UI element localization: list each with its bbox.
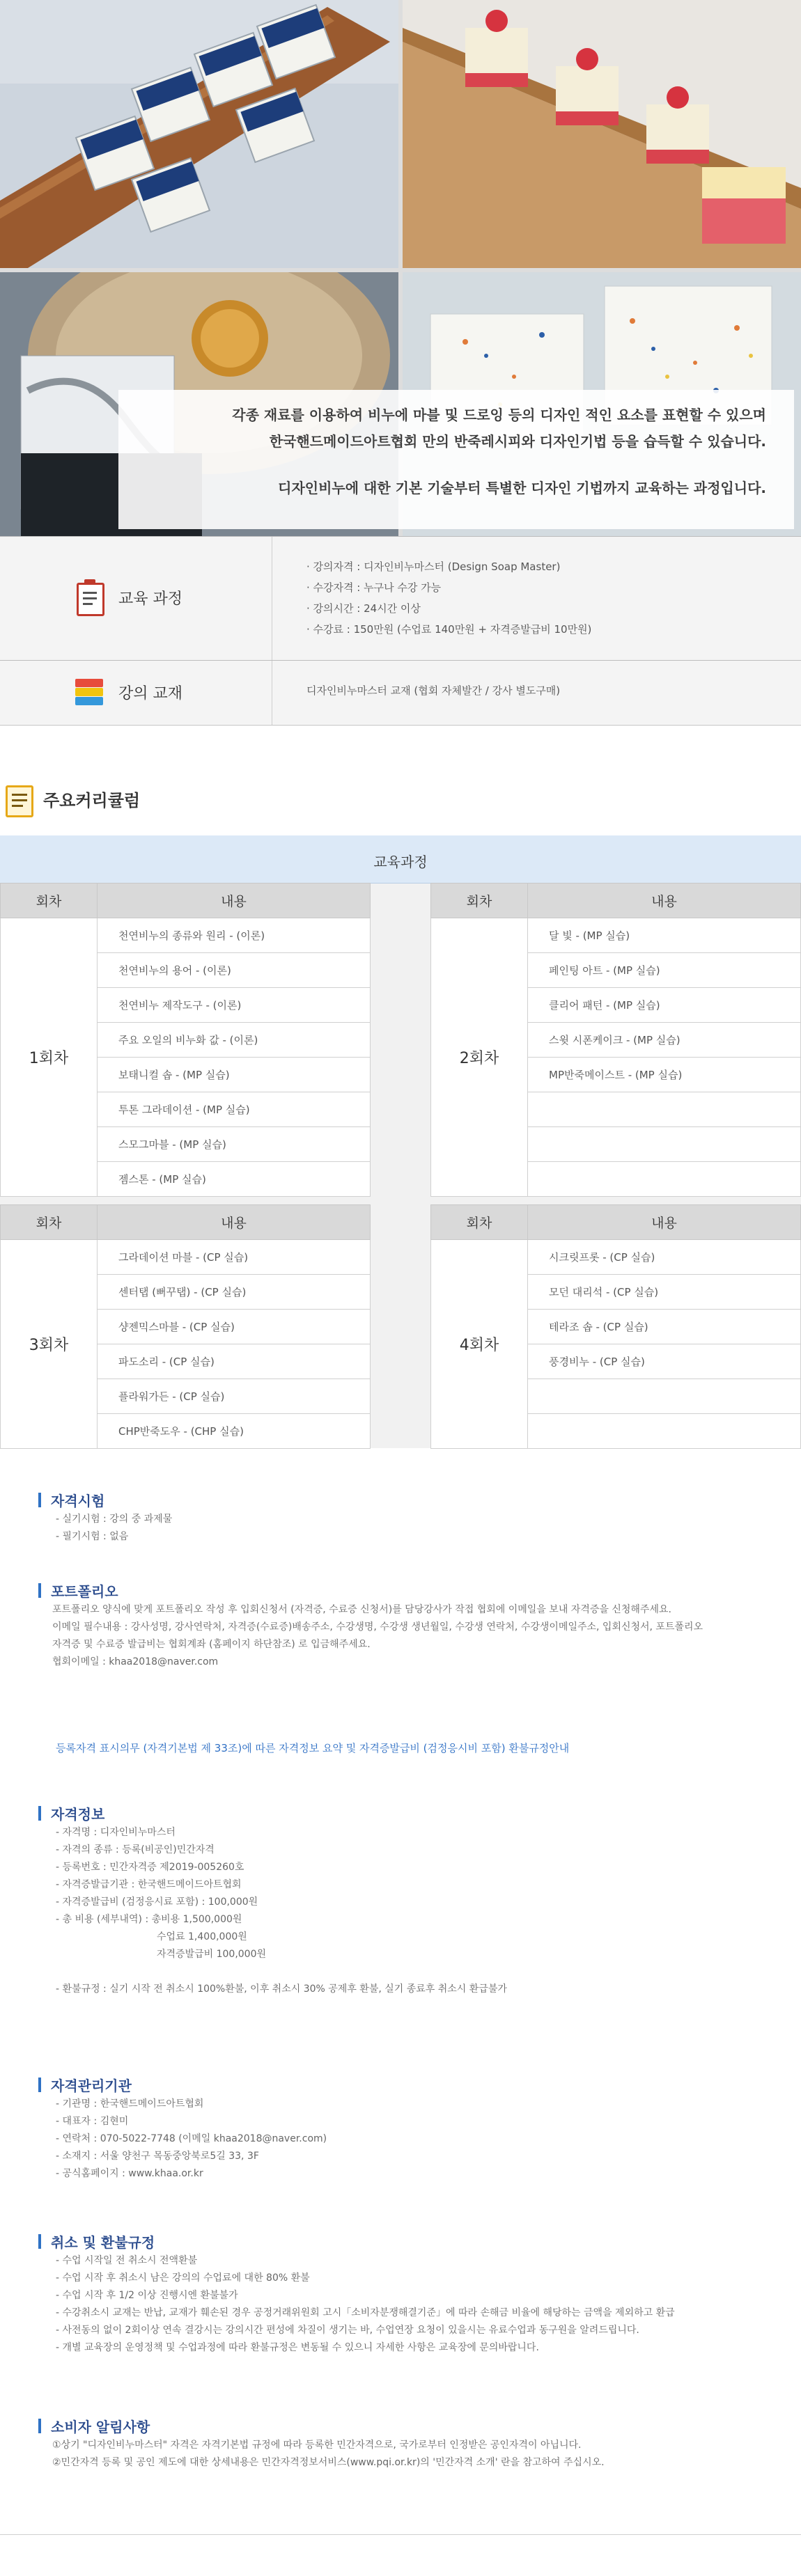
session-name: 3회차	[1, 1240, 98, 1449]
col-content: 내용	[98, 1205, 371, 1240]
photo-grid	[0, 0, 801, 536]
table-row: 1회차 천연비누의 종류와 원리 - (이론)	[1, 918, 371, 953]
exam-title: 자격시험	[51, 1493, 105, 1509]
table-row: 4회차 시크릿프롯 - (CP 실습)	[431, 1240, 801, 1275]
table-row: 보태니컬 솝 - (MP 실습)	[1, 1058, 371, 1092]
clipboard-icon	[77, 583, 104, 616]
session-name: 2회차	[431, 918, 528, 1197]
portfolio-section: 포트폴리오 포트폴리오 양식에 맞게 포트폴리오 작성 후 입회신청서 (자격증, 수료증 신청서)를 담당강사가 작접 협회에 이메일을 보내 자격증을 신청해주세요. 이메일 필수내용 : 강사성명, 강사연락처, 자격증(수료증)배송주소, 수강생명, 수강생 생년월일, 수강생 연락처, 수강생이메일주소, 입회신청서, 포트폴리오 자격증 및 수료증 발급비는 협회계좌 (홈페이지 하단참조) 로 입금해주세요. 협회이메일 : khaa2018@naver.com	[38, 1580, 777, 1671]
org-title: 자격관리기관	[51, 2078, 132, 2094]
table-row: 2회차 달 빛 - (MP 실습)	[431, 918, 801, 953]
table-row: 3회차 그라데이션 마블 - (CP 실습)	[1, 1240, 371, 1275]
table-row: 투톤 그라데이션 - (MP 실습)	[1, 1092, 371, 1127]
col-content: 내용	[528, 1205, 801, 1240]
refund-section: 취소 및 환불규정 - 수업 시작일 전 취소시 전액환불 - 수업 시작 후 취소시 남은 강의의 수업료에 대한 80% 환불 - 수업 시작 후 1/2 이상 진행시엔 환불불가 - 수강취소시 교재는 반납, 교재가 훼손된 경우 공정거래위원회 고시「소비자분쟁해결기준」에 따라 손해금 비율에 해당하는 금액을 제외하고 환급 - 사전동의 없이 2회이상 연속 결강시는 강의시간 편성에 차질이 생기는 바, 수업연장 요청이 있을시는 유료수업과 동구원을 알려드립니다. - 개별 교육장의 운영정책 및 수업과정에 따라 환불규정은 변동될 수 있으니 자세한 사항은 교육장에 문의바랍니다.	[38, 2231, 777, 2357]
session-name: 1회차	[1, 918, 98, 1197]
consumer-section: 소비자 알림사항 ①상기 "디자인비누마스터" 자격은 자격기본법 규정에 따라 등록한 민간자격으로, 국가로부터 인정받은 공인자격이 아닙니다. ②민간자격 등록 및 공인 제도에 대한 상세내용은 민간자격정보서비스(www.pqi.or.kr)의 '민간자격 소개' 란을 참고하여 주십시오.	[38, 2416, 777, 2472]
course-item: · 수강료 : 150만원 (수업료 140만원 + 자격증발급비 10만원)	[306, 623, 592, 636]
table-row: 스윗 시폰케이크 - (MP 실습)	[431, 1023, 801, 1058]
table-row: 클리어 패턴 - (MP 실습)	[431, 988, 801, 1023]
table-row: MP반죽메이스트 - (MP 실습)	[431, 1058, 801, 1092]
curriculum-icon	[6, 785, 33, 817]
course-item: · 강의자격 : 디자인비누마스터 (Design Soap Master)	[306, 560, 561, 573]
table-row: 젬스톤 - (MP 실습)	[1, 1162, 371, 1197]
book-icon	[75, 679, 103, 705]
portfolio-title: 포트폴리오	[51, 1583, 118, 1600]
session-table-4	[430, 1204, 801, 1449]
qualification-title: 자격정보	[51, 1806, 105, 1823]
table-row: 천연비누 제작도구 - (이론)	[1, 988, 371, 1023]
table-row: 테라조 솝 - (CP 실습)	[431, 1310, 801, 1344]
intro-line-3: 디자인비누에 대한 기본 기술부터 특별한 디자인 기법까지 교육하는 과정입니다.	[278, 480, 766, 496]
table-row: 파도소리 - (CP 실습)	[1, 1344, 371, 1379]
soap-photo-1	[0, 0, 398, 268]
curriculum-title: 주요커리큘럼	[43, 791, 141, 810]
qualification-info-link[interactable]: 등록자격 표시의무 (자격기본법 제 33조)에 따른 자격정보 요약 및 자격증발급비 (검정응시비 포함) 환불규정안내	[56, 1742, 570, 1754]
bottom-divider	[0, 2534, 801, 2535]
table-row: 스모그마블 - (MP 실습)	[1, 1127, 371, 1162]
consumer-title: 소비자 알림사항	[51, 2419, 150, 2435]
col-session: 회차	[1, 883, 98, 918]
exam-section: 자격시험 - 실기시험 : 강의 중 과제물 - 필기시험 : 없음	[38, 1490, 777, 1546]
col-session: 회차	[431, 883, 528, 918]
qualification-section: 자격정보 - 자격명 : 디자인비누마스터 - 자격의 종류 : 등록(비공인)민간자격 - 등록번호 : 민간자격증 제2019-005260호 - 자격증발급기관 : 한국핸드메이드아트협회 - 자격증발급비 (검정응시료 포함) : 100,000원 - 총 비용 (세부내역) : 총비용 1,500,000원 수업료 1,400,000원 자격증발급비 100,000원 - 환불규정 : 실기 시작 전 취소시 100%환불, 이후 취소시 30% 공제후 환불, 실기 종료후 취소시 환급불가	[38, 1803, 777, 1998]
course-row	[0, 536, 801, 661]
course-info-table	[0, 536, 801, 724]
textbook-row	[0, 660, 801, 725]
session-table-2	[430, 883, 801, 1197]
intro-line-2: 한국핸드메이드아트협회 만의 반죽레시피와 디자인기법 등을 습득할 수 있습니다.	[269, 433, 766, 450]
curriculum-header: 교육과정	[0, 835, 801, 883]
col-content: 내용	[98, 883, 371, 918]
session-name: 4회차	[431, 1240, 528, 1449]
course-item: · 강의시간 : 24시간 이상	[306, 602, 421, 615]
table-row: 샹젠믹스마블 - (CP 실습)	[1, 1310, 371, 1344]
table-row: 플라워가든 - (CP 실습)	[1, 1379, 371, 1414]
col-session: 회차	[431, 1205, 528, 1240]
course-details	[306, 556, 591, 640]
course-label: 교육 과정	[118, 590, 183, 608]
session-table-3	[0, 1204, 371, 1449]
table-row: 주요 오일의 비누화 값 - (이론)	[1, 1023, 371, 1058]
refund-title: 취소 및 환불규정	[51, 2234, 155, 2251]
course-item: · 수강자격 : 누구나 수강 가능	[306, 581, 442, 594]
table-row: CHP반죽도우 - (CHP 실습)	[1, 1414, 371, 1449]
session-table-1	[0, 883, 371, 1197]
col-content: 내용	[528, 883, 801, 918]
col-session: 회차	[1, 1205, 98, 1240]
soap-photo-2	[403, 0, 801, 268]
table-row: 페인팅 아트 - (MP 실습)	[431, 953, 801, 988]
intro-line-1: 각종 재료를 이용하여 비누에 마블 및 드로잉 등의 디자인 적인 요소를 표현할 수 있으며	[232, 407, 766, 423]
intro-overlay	[118, 390, 794, 529]
org-section: 자격관리기관 - 기관명 : 한국핸드메이드아트협회 - 대표자 : 김현미 - 연락처 : 070-5022-7748 (이메일 khaa2018@naver.com) - 소재지 : 서울 양천구 목동중앙북로5길 33, 3F - 공식홈페이지 : www.khaa.or.kr	[38, 2075, 777, 2183]
table-row: 센터탭 (뻐꾸탭) - (CP 실습)	[1, 1275, 371, 1310]
table-row: 천연비누의 용어 - (이론)	[1, 953, 371, 988]
curriculum-section	[0, 835, 801, 1448]
table-row: 모던 대리석 - (CP 실습)	[431, 1275, 801, 1310]
textbook-label: 강의 교재	[118, 685, 183, 702]
textbook-text: 디자인비누마스터 교재 (협회 자체발간 / 강사 별도구매)	[306, 684, 561, 697]
table-row: 풍경비누 - (CP 실습)	[431, 1344, 801, 1379]
